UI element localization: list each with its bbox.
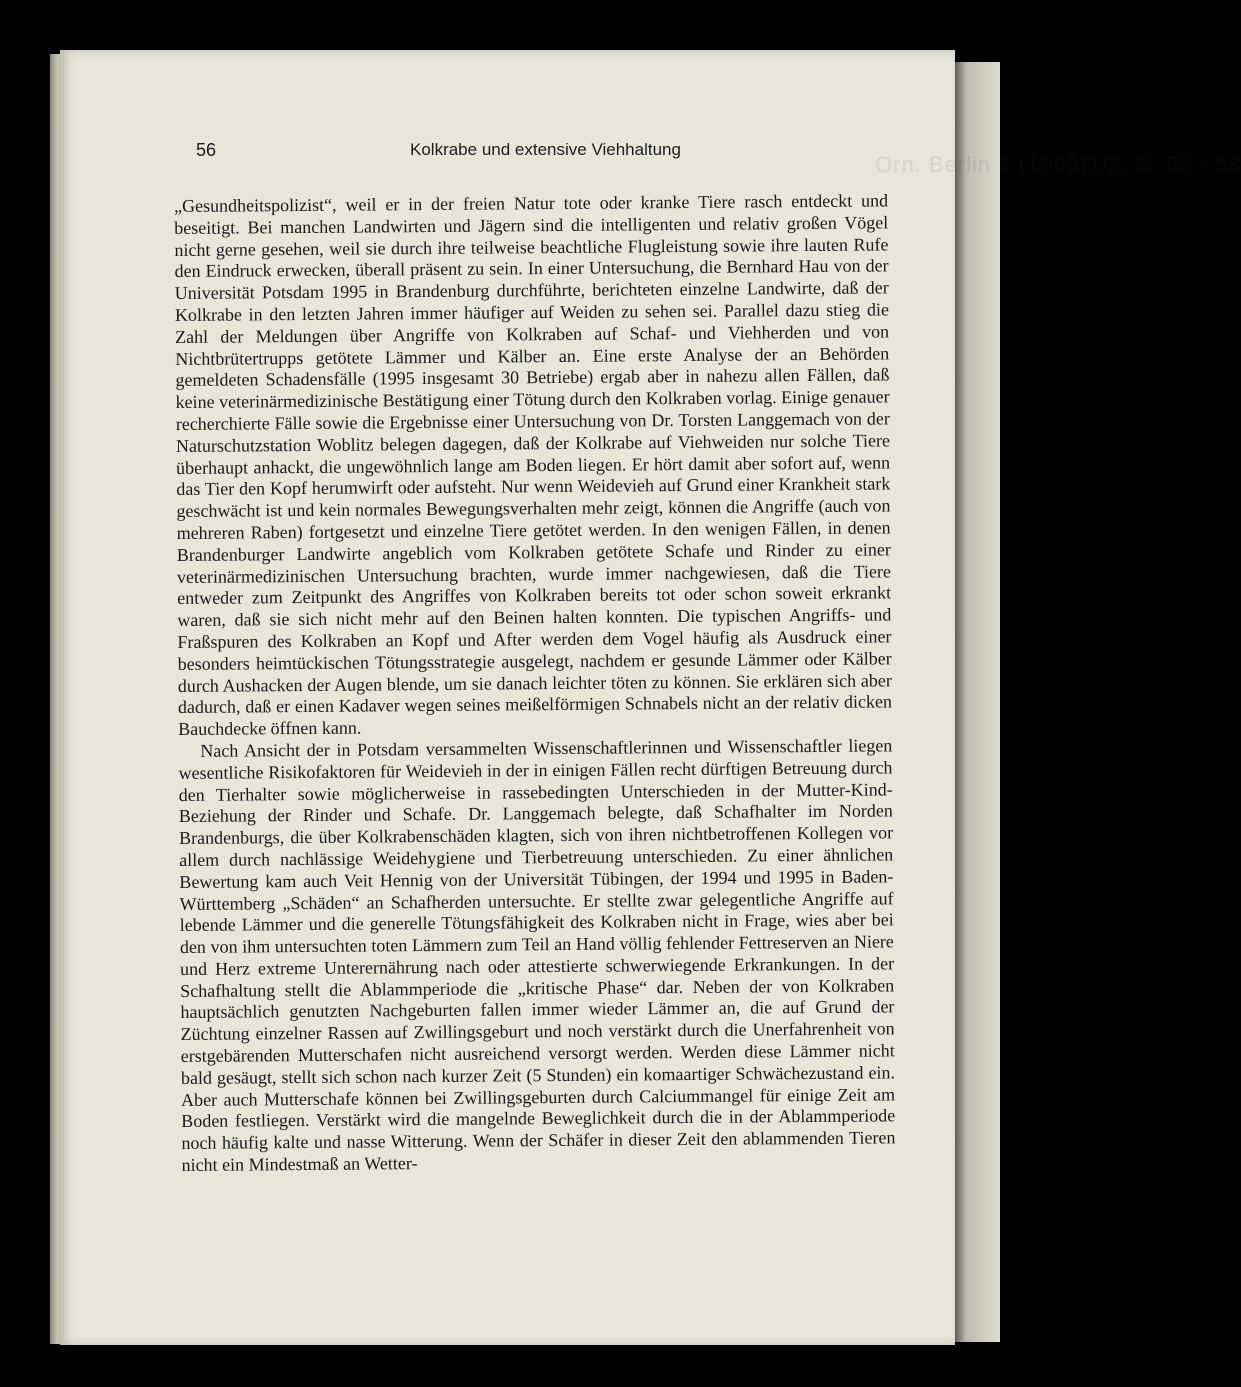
page-header bbox=[196, 140, 886, 170]
page-number: 56 bbox=[196, 140, 217, 160]
running-title: Kolkrabe und extensive Viehhaltung bbox=[410, 140, 681, 159]
paragraph: „Gesundheitspolizist“, weil er in der freien Natur tote oder kranke Tiere rasch entdeckt und beseitigt. Bei manchen Landwirten und Jägern sind die intelligenten und relativ großen Vögel nicht gerne gesehen, weil sie durch ihre teilweise beachtliche Flugleistung sowie ihre lauten Rufe den Eindruck erwecken, überall präsent zu sein. In einer Untersuchung, die Bernhard Hau von der Universität Potsdam 1995 in Brandenburg durchführte, berichteten einzelne Landwirte, daß der Kolkrabe in den letzten Jahren immer häufiger auf Weiden zu sehen sei. Parallel dazu stieg die Zahl der Meldungen über Angriffe von Kolkraben auf Schaf- und Viehherden und von Nichtbrütertrupps getötete Lämmer und Kälber an. Eine erste Analyse der an Behörden gemeldeten Schadensfälle (1995 insgesamt 30 Betriebe) ergab aber in nahezu allen Fällen, daß keine veterinärmedizinische Bestätigung einer Tötung durch den Kolkraben vorlag. Einige genauer recherchierte Fälle sowie die Ergebnisse einer Untersuchung von Dr. Torsten Langgemach von der Naturschutzstation Woblitz belegen dagegen, daß der Kolkrabe auf Viehweiden nur solche Tiere überhaupt anhackt, die ungewöhnlich lange am Boden liegen. Er hört damit aber sofort auf, wenn das Tier den Kopf herumwirft oder aufsteht. Nur wenn Weidevieh auf Grund einer Krankheit stark geschwächt ist und kein normales Bewegungsverhalten mehr zeigt, können die Angriffe (auch von mehreren Raben) fortgesetzt und einzelne Tiere getötet werden. In den wenigen Fällen, in denen Brandenburger Landwirte angeblich vom Kolkraben getötete Schafe und Rinder zu einer veterinärmedizinischen Untersuchung brachten, wurde immer nachgewiesen, daß die Tiere entweder zum Zeitpunkt des Angriffes von Kolkraben bereits tot oder schon soweit erkrankt waren, daß sie sich nicht mehr auf den Beinen halten konnten. Die typischen Angriffs- und Fraßspuren des Kolkraben an Kopf und After werden dem Vogel häufig als Ausdruck einer besonders heimtückischen Tötungsstrategie ausgelegt, nachdem er gesunde Lämmer oder Kälber durch Aushacken der Augen blende, um sie danach leichter töten zu können. Sie erklären sich aber dadurch, daß er einen Kadaver wegen seines meißelförmigen Schnabels nicht an der relativ dicken Bauchdecke öffnen kann. bbox=[174, 190, 893, 740]
facing-page-edge bbox=[955, 62, 1000, 1342]
body-text bbox=[174, 190, 896, 1176]
paragraph: Nach Ansicht der in Potsdam versammelten Wissenschaftlerinnen und Wissenschaftler liegen wesentliche Risikofaktoren für Weidevieh in der in einigen Fällen recht dürftigen Betreuung durch den Tierhalter sowie möglicherweise in rassebedingten Unterschieden in der Mutter-Kind-Beziehung der Rinder und Schafe. Dr. Langgemach belegte, daß Schafhalter im Norden Brandenburgs, die über Kolkrabenschäden klagten, sich von ihren nichtbetroffenen Kollegen vor allem durch nachlässige Weidehygiene und Tierbetreuung unterschieden. Zu einer ähnlichen Bewertung kam auch Veit Hennig von der Universität Tübingen, der 1994 und 1995 in Baden-Württemberg „Schäden“ an Schafherden untersuchte. Er stellte zwar gelegentliche Angriffe auf lebende Lämmer und die generelle Tötungsfähigkeit des Kolkraben nicht in Frage, wies aber bei den von ihm untersuchten toten Lämmern zum Teil an Hand völlig fehlender Fettreserven an Niere und Herz extreme Unterernährung nach oder attestierte schwerwiegende Erkrankungen. In der Schafhaltung stellt die Ablammperiode die „kritische Phase“ dar. Neben der von Kolkraben hauptsächlich genutzten Nachgeburten fallen immer wieder Lämmer an, die auf Grund der Züchtung einzelner Rassen auf Zwillingsgeburt und noch verstärkt durch die Unerfahrenheit von erstgebärenden Mutterschafen nicht ausreichend versorgt werden. Werden diese Lämmer nicht bald gesäugt, stellt sich schon nach kurzer Zeit (5 Stunden) ein komaartiger Schwächezustand ein. Aber auch Mutterschafe können bei Zwillingsgeburten durch Calciummangel für einige Zeit am Boden festliegen. Verstärkt wird die mangelnde Beweglichkeit durch die in der Ablammperiode noch häufig kalte und nasse Witterung. Wenn der Schäfer in dieser Zeit den ablammenden Tieren nicht ein Mindestmaß an Wetter- bbox=[178, 735, 896, 1176]
bleed-through-stamp: Orn. Berlin 3 (1995)1/2, S. 55 - 58 bbox=[875, 152, 1241, 177]
